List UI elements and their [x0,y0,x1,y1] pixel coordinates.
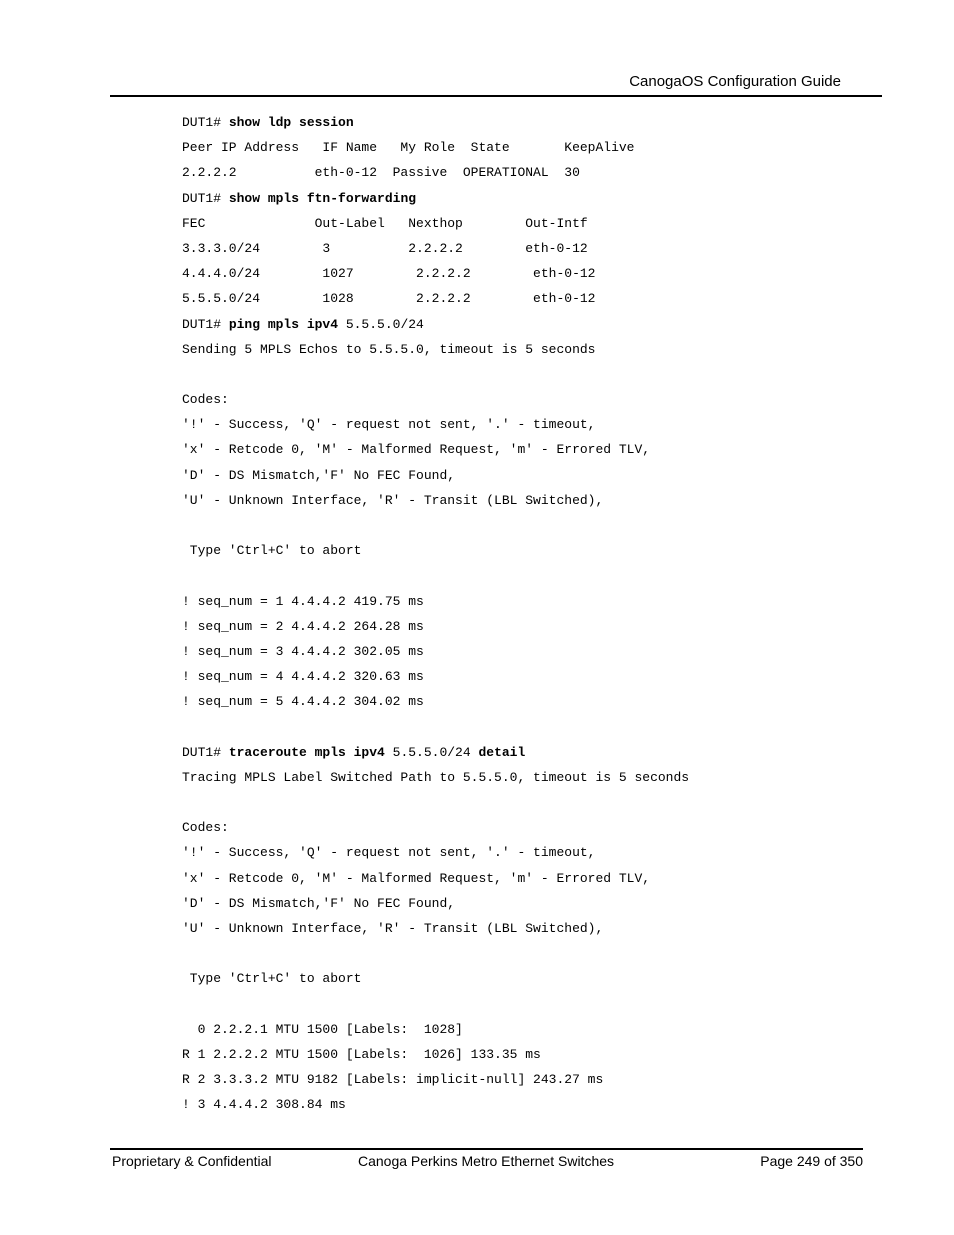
cli-text: R 2 3.3.3.2 MTU 9182 [Labels: implicit-null] 243.27 ms [182,1072,604,1088]
cli-line [182,568,842,593]
cli-text: 2.2.2.2 eth-0-12 Passive OPERATIONAL 30 [182,165,580,181]
cli-text: DUT1# [182,115,229,130]
footer-rule [110,1148,863,1150]
cli-command-text: ping mpls ipv4 [228,316,339,332]
cli-line [182,165,842,190]
cli-text: DUT1# [182,744,229,760]
cli-text: 4.4.4.0/24 1027 2.2.2.2 eth-0-12 [182,266,596,282]
cli-line [182,921,842,946]
cli-line [182,191,842,216]
cli-text: ! seq_num = 2 4.4.4.2 264.28 ms [182,618,424,634]
cli-text: Codes: [182,820,229,836]
cli-text: '!' - Success, 'Q' - request not sent, '.' - timeout, [182,845,596,861]
cli-line [182,619,842,644]
cli-line [182,317,842,342]
cli-line [182,820,842,845]
cli-line [182,694,842,719]
cli-text: 'U' - Unknown Interface, 'R' - Transit (LBL Switched), [182,492,604,508]
cli-line [182,997,842,1022]
header-rule [110,95,882,97]
cli-line [182,266,842,291]
cli-line [182,1047,842,1072]
cli-text: '!' - Success, 'Q' - request not sent, '.' - timeout, [182,417,596,433]
footer-product-name: Canoga Perkins Metro Ethernet Switches [358,1153,615,1169]
cli-line [182,644,842,669]
cli-command-text: traceroute mpls ipv4 [228,744,385,760]
cli-line [182,493,842,518]
cli-line [182,871,842,896]
cli-text: ! seq_num = 1 4.4.4.2 419.75 ms [182,593,424,609]
cli-text: Peer IP Address IF Name My Role State KeepAlive [182,140,635,156]
cli-text: 'D' - DS Mismatch,'F' No FEC Found, [182,467,456,483]
footer-confidentiality: Proprietary & Confidential [112,1153,272,1169]
cli-line [182,1097,842,1122]
cli-text: Sending 5 MPLS Echos to 5.5.5.0, timeout is 5 seconds [182,341,596,357]
cli-text: Type 'Ctrl+C' to abort [182,971,362,987]
cli-text: Tracing MPLS Label Switched Path to 5.5.5.0, timeout is 5 seconds [182,769,690,785]
cli-text: 5.5.5.0/24 [338,316,424,332]
cli-line [182,342,842,367]
cli-text: Type 'Ctrl+C' to abort [182,543,362,559]
cli-line [182,140,842,165]
cli-line [182,241,842,266]
cli-line [182,291,842,316]
cli-line [182,795,842,820]
cli-line [182,1072,842,1097]
cli-text: ! seq_num = 5 4.4.4.2 304.02 ms [182,694,424,710]
cli-line [182,392,842,417]
cli-text: 'x' - Retcode 0, 'M' - Malformed Request, 'm' - Errored TLV, [182,442,651,458]
cli-text: 'x' - Retcode 0, 'M' - Malformed Request, 'm' - Errored TLV, [182,870,651,886]
cli-text: DUT1# [182,190,229,206]
cli-line [182,115,842,140]
cli-line [182,468,842,493]
cli-command-text: show ldp session [228,115,354,130]
cli-text: 0 2.2.2.1 MTU 1500 [Labels: 1028] [182,1021,463,1037]
cli-text: FEC Out-Label Nexthop Out-Intf [182,215,588,231]
cli-text: ! seq_num = 3 4.4.4.2 302.05 ms [182,643,424,659]
cli-line [182,971,842,996]
cli-command-text: show mpls ftn-forwarding [228,190,417,206]
cli-line [182,367,842,392]
cli-text: 'D' - DS Mismatch,'F' No FEC Found, [182,895,456,911]
cli-line [182,896,842,921]
cli-line [182,1022,842,1047]
cli-text: R 1 2.2.2.2 MTU 1500 [Labels: 1026] 133.35 ms [182,1046,541,1062]
cli-line [182,543,842,568]
cli-line [182,745,842,770]
cli-text: ! 3 4.4.4.2 308.84 ms [182,1097,346,1113]
cli-text: 5.5.5.0/24 [384,744,479,760]
cli-text: 3.3.3.0/24 3 2.2.2.2 eth-0-12 [182,240,588,256]
cli-output-block [182,115,842,1123]
cli-line [182,669,842,694]
cli-text: 'U' - Unknown Interface, 'R' - Transit (LBL Switched), [182,921,604,936]
cli-line [182,946,842,971]
cli-line [182,845,842,870]
cli-text: ! seq_num = 4 4.4.4.2 320.63 ms [182,669,424,685]
cli-line [182,770,842,795]
cli-text: DUT1# [182,316,229,332]
cli-line [182,518,842,543]
footer-page-number: Page 249 of 350 [760,1153,863,1169]
cli-text: 5.5.5.0/24 1028 2.2.2.2 eth-0-12 [182,291,596,307]
cli-line [182,216,842,241]
cli-text: Codes: [182,392,229,408]
cli-line [182,720,842,745]
cli-command-text: detail [478,744,526,760]
cli-line [182,442,842,467]
cli-line [182,417,842,442]
cli-line [182,594,842,619]
document-header-title: CanogaOS Configuration Guide [629,73,841,90]
